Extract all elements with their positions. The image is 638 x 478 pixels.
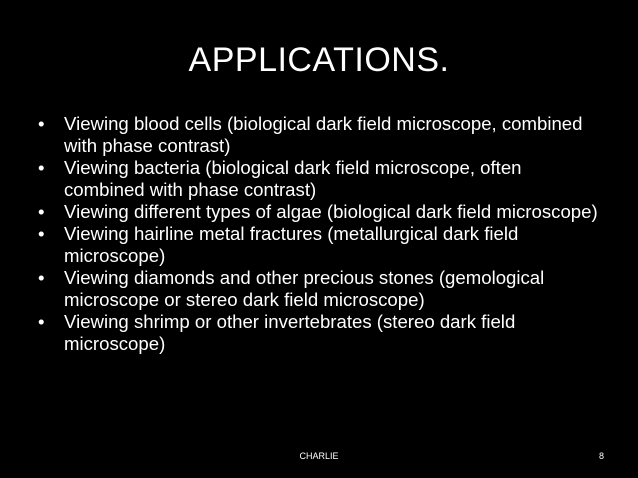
- bullet-item: [38, 311, 598, 355]
- bullet-icon: •: [38, 223, 45, 244]
- bullet-text: Viewing different types of algae (biological dark field microscope): [64, 201, 598, 222]
- bullet-icon: •: [38, 201, 45, 222]
- bullet-text: Viewing shrimp or other invertebrates (stereo dark field microscope): [64, 311, 516, 354]
- bullet-text: Viewing blood cells (biological dark field microscope, combined with phase contrast): [64, 113, 583, 156]
- bullet-icon: •: [38, 113, 45, 134]
- footer-author: CHARLIE: [299, 451, 339, 461]
- bullet-item: [38, 113, 598, 157]
- bullet-item: [38, 201, 598, 223]
- bullet-text: Viewing bacteria (biological dark field microscope, often combined with phase contrast): [64, 157, 522, 200]
- bullet-text: Viewing hairline metal fractures (metallurgical dark field microscope): [64, 223, 519, 266]
- slide-title: APPLICATIONS.: [188, 41, 450, 79]
- bullet-list: [38, 113, 598, 355]
- bullet-item: [38, 267, 598, 311]
- bullet-icon: •: [38, 267, 45, 288]
- bullet-text: Viewing diamonds and other precious stones (gemological microscope or stereo dark field microscope): [64, 267, 545, 310]
- bullet-icon: •: [38, 311, 45, 332]
- bullet-item: [38, 223, 598, 267]
- bullet-item: [38, 157, 598, 201]
- bullet-icon: •: [38, 157, 45, 178]
- page-number: 8: [598, 451, 604, 461]
